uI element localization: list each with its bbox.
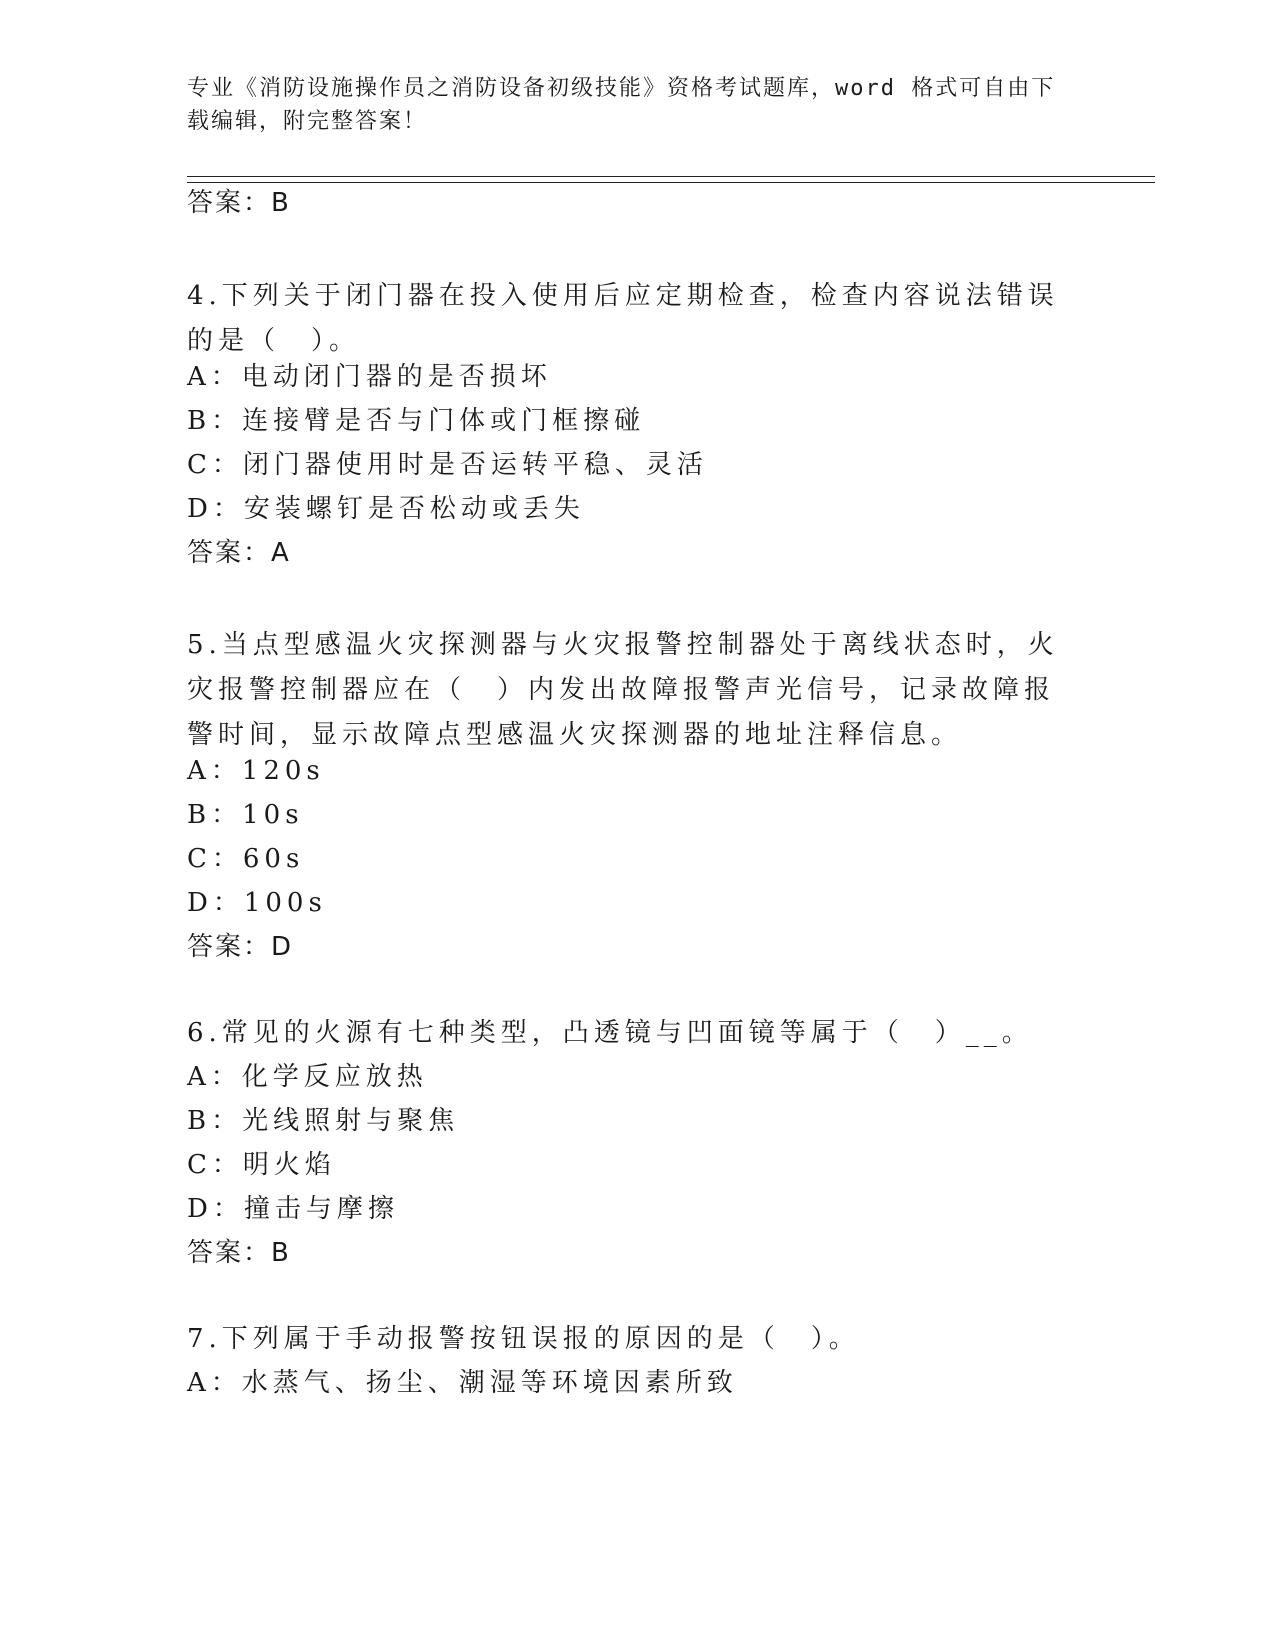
- header-rule-bottom: [187, 182, 1155, 183]
- question-6-option-b: B：光线照射与聚焦: [187, 1106, 460, 1136]
- question-5-answer: 答案：D: [187, 932, 294, 962]
- question-7-stem: 7.下列属于手动报警按钮误报的原因的是（ ）。: [187, 1324, 860, 1354]
- question-4-option-a: A：电动闭门器的是否损坏: [187, 362, 552, 392]
- header-rule-top: [187, 176, 1155, 177]
- question-6-option-a: A：化学反应放热: [187, 1062, 428, 1092]
- question-6-answer: 答案：B: [187, 1238, 291, 1268]
- question-5-stem: 5.当点型感温火灾探测器与火灾报警控制器处于离线状态时，火灾报警控制器应在（ ）内发出故障报警声光信号，记录故障报警时间，显示故障点型感温火灾探测器的地址注释信息。: [187, 630, 1059, 750]
- question-5-option-d: D：100s: [187, 888, 327, 918]
- answer-previous: 答案：B: [187, 188, 291, 218]
- question-7-option-a: A：水蒸气、扬尘、潮湿等环境因素所致: [187, 1368, 738, 1398]
- question-6-option-c: C：明火焰: [187, 1150, 336, 1180]
- question-4-option-b: B：连接臂是否与门体或门框擦碰: [187, 406, 646, 436]
- question-5-option-b: B：10s: [187, 800, 304, 830]
- question-6-option-d: D：撞击与摩擦: [187, 1194, 399, 1224]
- question-4-answer: 答案：A: [187, 538, 291, 568]
- question-5-option-a: A：120s: [187, 756, 325, 786]
- document-header: 专业《消防设施操作员之消防设备初级技能》资格考试题库，word 格式可自由下载编辑，附完整答案！: [187, 76, 1056, 134]
- question-6-stem: 6.常见的火源有七种类型，凸透镜与凹面镜等属于（ ）__。: [187, 1018, 1033, 1048]
- question-4-option-d: D：安装螺钉是否松动或丢失: [187, 494, 585, 524]
- question-4-option-c: C：闭门器使用时是否运转平稳、灵活: [187, 450, 708, 480]
- question-4-stem: 4.下列关于闭门器在投入使用后应定期检查，检查内容说法错误的是（ ）。: [187, 281, 1059, 356]
- question-5-option-c: C：60s: [187, 844, 305, 874]
